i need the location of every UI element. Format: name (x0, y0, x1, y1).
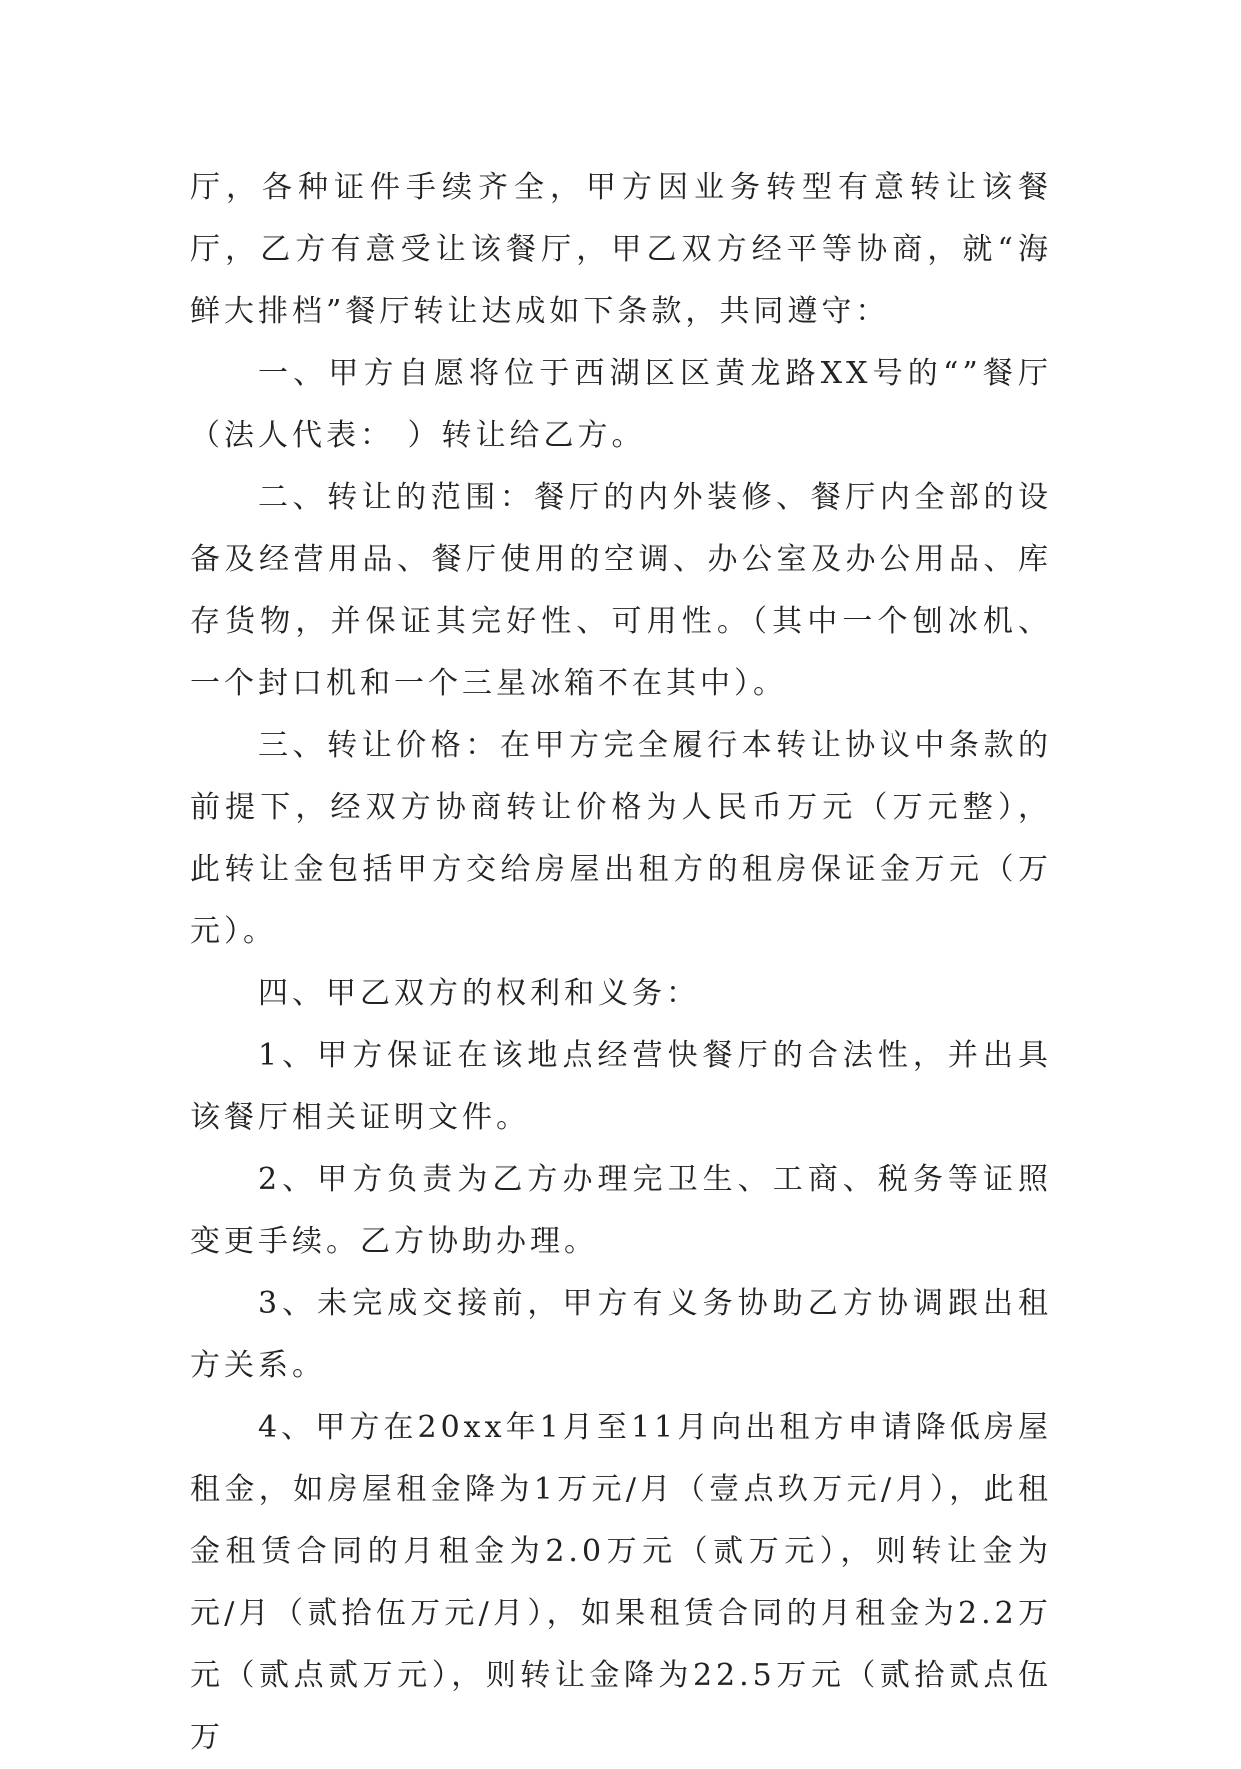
clause-3-transfer-price: 三、转让价格：在甲方完全履行本转让协议中条款的前提下，经双方协商转让价格为人民币万元（万元整），此转让金包括甲方交给房屋出租方的租房保证金万元（万元）。 (190, 728, 1052, 949)
clause-1-transfer-subject: 一、甲方自愿将位于西湖区区黄龙路XX号的“”餐厅（法人代表： ）转让给乙方。 (190, 356, 1052, 453)
clause-2-transfer-scope: 二、转让的范围：餐厅的内外装修、餐厅内全部的设备及经营用品、餐厅使用的空调、办公室及办公用品、库存货物，并保证其完好性、可用性。（其中一个刨冰机、一个封口机和一个三星冰箱不在其中）。 (190, 480, 1052, 701)
clause-4-rights-obligations-heading: 四、甲乙双方的权利和义务： (258, 976, 700, 1011)
document-page (190, 157, 1052, 1769)
sub-clause-3: 3、未完成交接前，甲方有义务协助乙方协调跟出租方关系。 (190, 1286, 1052, 1383)
sub-clause-1: 1、甲方保证在该地点经营快餐厅的合法性，并出具该餐厅相关证明文件。 (190, 1038, 1052, 1135)
sub-clause-4: 4、甲方在20xx年1月至11月向出租方申请降低房屋租金，如房屋租金降为1万元/月（壹点玖万元/月），此租金租赁合同的月租金为2.0万元（贰万元），则转让金为元/月（贰拾伍万元/月），如果租赁合同的月租金为2.2万元（贰点贰万元），则转让金降为22.5万元（贰拾贰点伍万 (190, 1410, 1052, 1755)
paragraph-continuation: 厅，各种证件手续齐全，甲方因业务转型有意转让该餐厅，乙方有意受让该餐厅，甲乙双方经平等协商，就“海鲜大排档”餐厅转让达成如下条款，共同遵守： (190, 170, 1052, 329)
sub-clause-2: 2、甲方负责为乙方办理完卫生、工商、税务等证照变更手续。乙方协助办理。 (190, 1162, 1052, 1259)
